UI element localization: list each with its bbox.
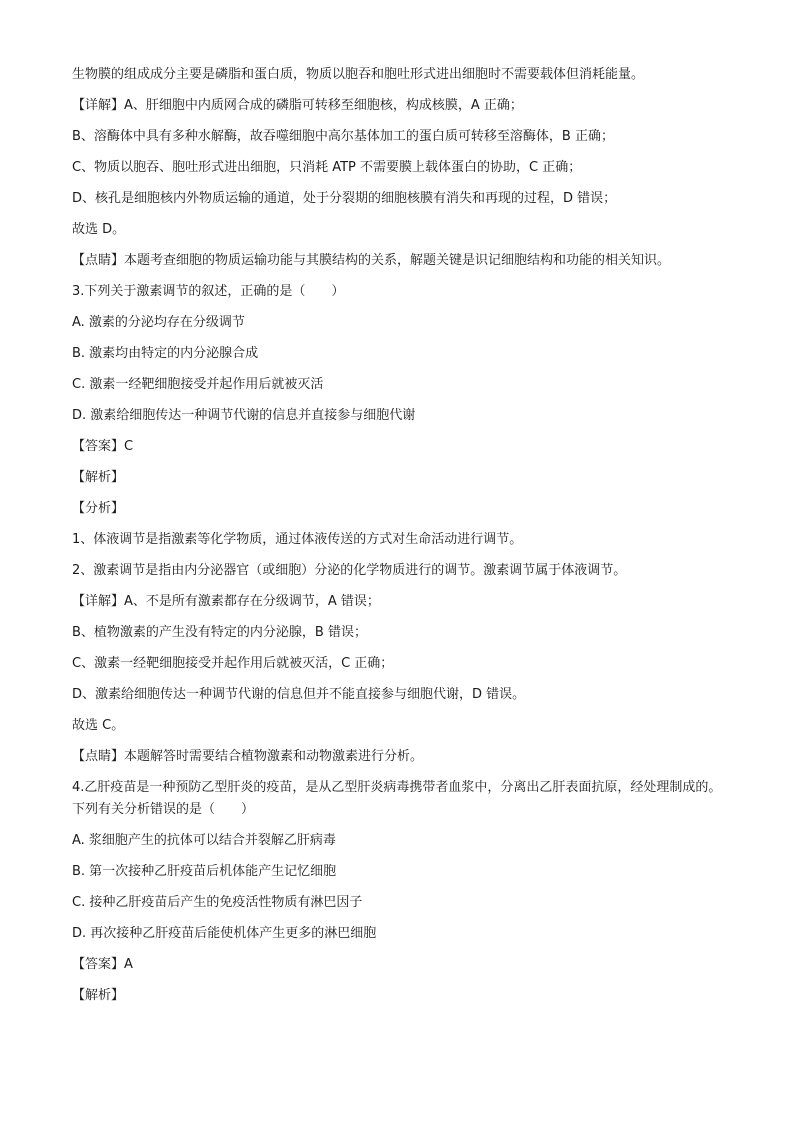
section-heading: 【解析】	[72, 470, 125, 485]
option-b: B. 激素均由特定的内分泌腺合成	[72, 346, 259, 361]
text-line: 生物膜的组成成分主要是磷脂和蛋白质，物质以胞吞和胞吐形式进出细胞时不需要载体但消耗能量。	[72, 67, 645, 82]
text-line: C、物质以胞吞、胞吐形式进出细胞，只消耗 ATP 不需要膜上载体蛋白的协助，C 正确；	[72, 160, 582, 175]
document-body	[72, 64, 732, 1016]
text-line: 1、体液调节是指激素等化学物质，通过体液传送的方式对生命活动进行调节。	[72, 532, 523, 547]
text-line: 【详解】A、肝细胞中内质网合成的磷脂可转移至细胞核，构成核膜，A 正确；	[72, 98, 523, 113]
text-line: 2、激素调节是指由内分泌器官（或细胞）分泌的化学物质进行的调节。激素调节属于体液调节。	[72, 563, 627, 578]
answer-line: 【答案】C	[72, 439, 134, 454]
section-heading: 【分析】	[72, 501, 125, 516]
option-c: C. 激素一经靶细胞接受并起作用后就被灭活	[72, 377, 324, 392]
question-stem: 4.乙肝疫苗是一种预防乙型肝炎的疫苗，是从乙型肝炎病毒携带者血浆中，分离出乙肝表面抗原，经处理制成的。下列有关分析错误的是（ ）	[72, 780, 722, 817]
answer-line: 【答案】A	[72, 957, 133, 972]
text-line: 【点睛】本题解答时需要结合植物激素和动物激素进行分析。	[72, 749, 424, 764]
option-c: C. 接种乙肝疫苗后产生的免疫活性物质有淋巴因子	[72, 895, 363, 910]
text-line: B、植物激素的产生没有特定的内分泌腺，B 错误；	[72, 625, 367, 640]
option-d: D. 激素给细胞传达一种调节代谢的信息并直接参与细胞代谢	[72, 408, 416, 423]
text-line: 故选 D。	[72, 222, 126, 237]
question-stem: 3.下列关于激素调节的叙述，正确的是（ ）	[72, 284, 345, 299]
text-line: 【详解】A、不是所有激素都存在分级调节，A 错误；	[72, 594, 380, 609]
text-line: B、溶酶体中具有多种水解酶，故吞噬细胞中高尔基体加工的蛋白质可转移至溶酶体，B 正确；	[72, 129, 614, 144]
text-line: D、核孔是细胞核内外物质运输的通道，处于分裂期的细胞核膜有消失和再现的过程，D 错误；	[72, 191, 617, 206]
option-d: D. 再次接种乙肝疫苗后能使机体产生更多的淋巴细胞	[72, 926, 377, 941]
text-line: 故选 C。	[72, 718, 125, 733]
text-line: D、激素给细胞传达一种调节代谢的信息但并不能直接参与细胞代谢，D 错误。	[72, 687, 526, 702]
section-heading: 【解析】	[72, 988, 125, 1003]
option-a: A. 激素的分泌均存在分级调节	[72, 315, 245, 330]
text-line: C、激素一经靶细胞接受并起作用后就被灭活，C 正确；	[72, 656, 394, 671]
option-b: B. 第一次接种乙肝疫苗后机体能产生记忆细胞	[72, 864, 337, 879]
text-line: 【点睛】本题考查细胞的物质运输功能与其膜结构的关系，解题关键是识记细胞结构和功能的相关知识。	[72, 253, 671, 268]
option-a: A. 浆细胞产生的抗体可以结合并裂解乙肝病毒	[72, 833, 336, 848]
